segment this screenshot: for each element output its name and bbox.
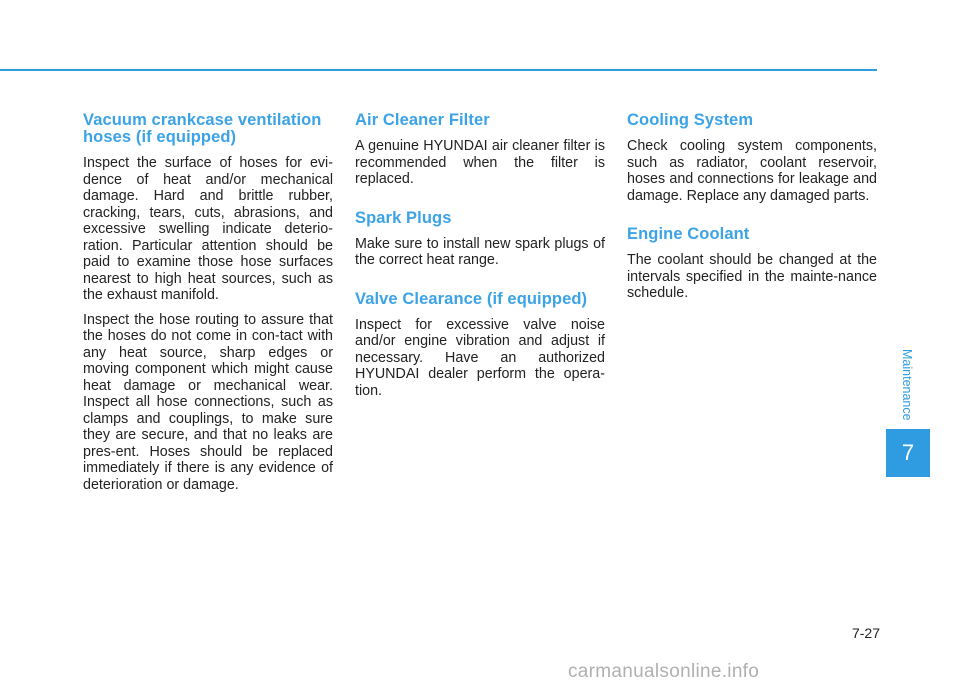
section-title: Engine Coolant bbox=[627, 225, 750, 243]
section-title: Cooling System bbox=[627, 111, 754, 129]
chapter-tab: 7 bbox=[886, 429, 930, 477]
column-left bbox=[83, 112, 333, 515]
paragraph: The coolant should be changed at the intervals specified in the mainte-nance schedule. bbox=[627, 252, 877, 301]
watermark: carmanualsonline.info bbox=[568, 661, 760, 682]
top-rule bbox=[0, 69, 877, 71]
section-vacuum-hoses bbox=[83, 112, 333, 493]
section-air-cleaner bbox=[355, 112, 605, 188]
section-title: Valve Clearance (if equipped) bbox=[355, 289, 588, 308]
section-title: Vacuum crankcase ventilation hoses (if equipped) bbox=[83, 111, 322, 146]
paragraph: Inspect for excessive valve noise and/or engine vibration and adjust if necessary. Have an authorized HYUNDAI dealer perform the opera-tion. bbox=[355, 316, 605, 399]
paragraph: Inspect the hose routing to assure that the hoses do not come in con-tact with any heat source, sharp edges or moving component which might cause heat damage or mechanical wear. Inspect all hose connections, such as clamps and couplings, to make sure they are secure, and that no leaks are pres-ent. Hoses should be replaced immediately if there is any evidence of deterioration or damage. bbox=[83, 311, 333, 493]
paragraph: A genuine HYUNDAI air cleaner filter is recommended when the filter is replaced. bbox=[355, 138, 605, 187]
paragraph: Check cooling system components, such as radiator, coolant reservoir, hoses and connections for leakage and damage. Replace any damaged parts. bbox=[627, 138, 877, 204]
section-spark-plugs bbox=[355, 210, 605, 269]
section-title: Spark Plugs bbox=[355, 208, 452, 227]
paragraph: Make sure to install new spark plugs of the correct heat range. bbox=[355, 235, 605, 268]
section-cooling-system bbox=[627, 112, 877, 204]
paragraph: Inspect the surface of hoses for evi-dence of heat and/or mechanical damage. Hard and brittle rubber, cracking, tears, cuts, abrasions, and excessive swelling indicate deterio-ration. Particular attention should be paid to examine those hose surfaces nearest to high heat sources, such as the exhaust manifold. bbox=[83, 155, 333, 303]
column-middle bbox=[355, 112, 605, 421]
section-title: Air Cleaner Filter bbox=[355, 111, 490, 129]
column-right bbox=[627, 112, 877, 324]
section-engine-coolant bbox=[627, 226, 877, 302]
chapter-side-label: Maintenance bbox=[900, 349, 914, 421]
section-valve-clearance bbox=[355, 291, 605, 400]
page-number: 7-27 bbox=[851, 625, 880, 641]
